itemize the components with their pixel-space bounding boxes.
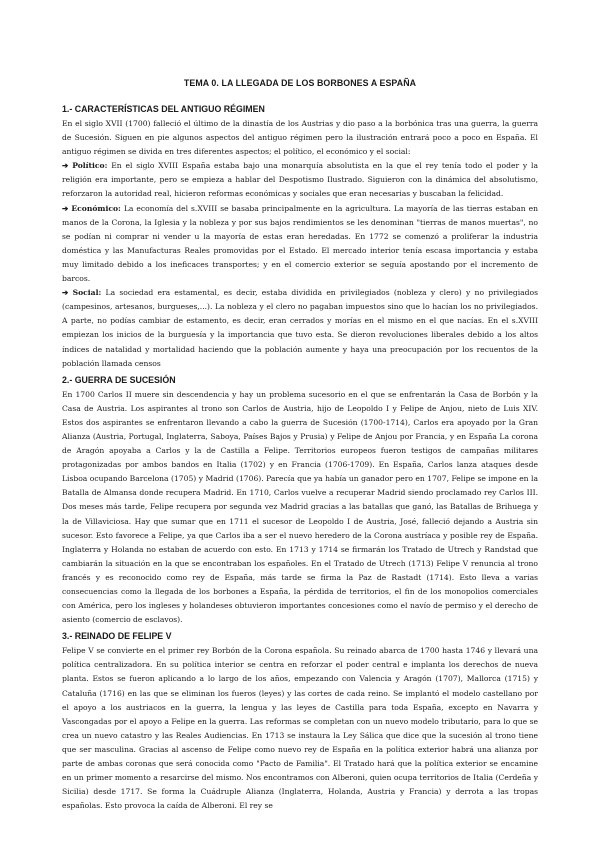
bullet-text-politico: En el siglo XVIII España estaba bajo una monarquía absolutista en la que el rey tenía todo el poder y la religión era importante, pero se empieza a hablar del Despotismo Ilustrado. Siguieron con la dinámica del absolutismo, reforzaron la autoridad real, hicieron reformas económicas y sociales que eran necesarias y buscaban la felicidad. xyxy=(62,161,538,199)
section-heading-reinado-felipe-v: 3.- REINADO DE FELIPE V xyxy=(62,631,172,642)
section-intro-paragraph: En el siglo XVII (1700) falleció el último de la dinastía de los Austrias y dio paso a la borbónica tras una guerra, la guerra de Sucesión. Siguen en pie algunos aspectos del antiguo régimen pero la ilustración entrará poco a poco en España. El antiguo régimen se divida en tres diferentes aspectos; el político, el económico y el social: xyxy=(62,119,538,157)
section-body-guerra-sucesion: En 1700 Carlos II muere sin descendencia y hay un problema sucesorio en el que se enfrentarán la Casa de Borbón y la Casa de Austria. Los aspirantes al trono son Carlos de Austria, hijo de Leopoldo I y Felipe de Anjou, nieto de Luis XIV. Estos dos aspirantes se enfrentaron llevando a cabo la guerra de Sucesión (1700-1714), Carlos era apoyado por la Gran Alianza (Austria, Portugal, Inglaterra, Saboya, Países Bajos y Prusia) y Felipe de Anjou por Francia, y en España La corona de Aragón apoyaba a Carlos y la de Castilla a Felipe. Territorios europeos fueron testigos de campañas militares protagonizadas por ambos bandos en Italia (1702) y en Francia (1706-1709). En España, Carlos lanza ataques desde Lisboa ocupando Barcelona (1705) y Madrid (1706). Parecía que ya había un ganador pero en 1707, Felipe se impone en la Batalla de Almansa donde recupera Madrid. En 1710, Carlos vuelve a recuperar Madrid siendo proclamado rey Carlos III. Dos meses más tarde, Felipe recupera por segunda vez Madrid gracias a las batallas que ganó, las Batallas de Brihuega y la de Villaviciosa. Hay que sumar que en 1711 el sucesor de Leopoldo I de Austria, José, falleció dejando a Austria sin sucesor. Esto favorece a Felipe, ya que Carlos iba a ser el nuevo heredero de la Corona austríaca y posible rey de España. Inglaterra y Holanda no estaban de acuerdo con esto. En 1713 y 1714 se firmarán los Tratado de Utrech y Randstad que cambiarán la situación en la que se encontraban los españoles. En el Tratado de Utrech (1713) Felipe V renuncia al trono francés y es reconocido como rey de España, más tarde se firma la Paz de Rastadt (1714). Esto lleva a varias consecuencias como la llegada de los borbones a España, la pérdida de territorios, el fin de los monopolios comerciales con América, pero los ingleses y holandeses obtuvieron importantes concesiones como el navío de permiso y el derecho de asiento (comercio de esclavos). xyxy=(62,389,538,625)
section-heading-caracteristicas: 1.- CARACTERÍSTICAS DEL ANTIGUO RÉGIMEN xyxy=(62,104,265,114)
bullet-politico xyxy=(62,159,538,201)
bullet-label-economico: Económico: xyxy=(71,203,121,213)
arrow-icon: ➔ xyxy=(62,161,69,171)
arrow-icon: ➔ xyxy=(62,288,69,298)
section-body-reinado-felipe-v: Felipe V se convierte en el primer rey Borbón de la Corona española. Su reinado abarca de 1700 hasta 1746 y llevará una política centralizadora. En su política interior se centra en reforzar el poder central e implanta los derechos de nueva planta. Estos se fueron aplicando a lo largo de los años, empezando con Valencia y Aragón (1707), Mallorca (1715) y Cataluña (1716) en las que se eliminan los fueros (leyes) y las cortes de cada reino. Se implantó el modelo castellano por el apoyo a los austriacos en la guerra, la lengua y las leyes de Castilla para toda España, excepto en Navarra y Vascongadas por el apoyo a Felipe en la guerra. Las reformas se completan con un nuevo modelo tributario, para lo que se crea un nuevo catastro y las Reales Audiencias. En 1713 se instaura la Ley Sálica que dice que la sucesión al trono tiene que ser masculina. Gracias al ascenso de Felipe como nuevo rey de España en la política exterior habrá una alianza por parte de ambas coronas que será conocida como "Pacto de Familia". El Tratado hará que la política exterior se encamine en un primer momento a resarcirse del mismo. Nos encontramos con Alberoni, quien ocupa territorios de Italia (Cerdeña y Sicilia) desde 1717. Se forma la Cuádruple Alianza (Inglaterra, Holanda, Austria y Francia) y derrota a las tropas españolas. Esto provoca la caída de Alberoni. El rey se xyxy=(62,646,538,811)
bullet-economico xyxy=(62,202,538,287)
bullet-text-social: La sociedad era estamental, es decir, estaba dividida en privilegiados (nobleza y clero) y no privilegiados (campesinos, artesanos, burgueses,...). La nobleza y el clero no pagaban impuestos sino que lo hacían los no privilegiados. A parte, no podías cambiar de estamento, es decir, eran cerrados y morías en el mismo en el que nacías. En el s.XVIII empiezan los inicios de la burguesía y la importancia que tuvo esta. Se dieron revoluciones liberales debido a los altos índices de natalidad y mortalidad haciendo que la población aumente y haya una preocupación por los recuentos de la población llamada censos xyxy=(62,288,538,368)
bullet-social xyxy=(62,286,538,371)
bullet-label-politico: Político: xyxy=(72,161,108,171)
arrow-icon: ➔ xyxy=(62,203,69,213)
section-heading-guerra-sucesion: 2.- GUERRA DE SUCESIÓN xyxy=(62,374,176,385)
bullet-label-social: Social: xyxy=(72,288,102,298)
document-title: TEMA 0. LA LLEGADA DE LOS BORBONES A ESPAÑA xyxy=(183,78,417,88)
bullet-text-economico: La economía del s.XVIII se basaba principalmente en la agricultura. La mayoría de las tierras estaban en manos de la Corona, la Iglesia y la nobleza y por sus bajos rendimientos se les denominan "tierras de manos muertas", no se podían ni comprar ni vender u la mayoría de estas eran heredadas. En 1772 se comenzó a proliferar la industria doméstica y las Manufacturas Reales promovidas por el Estado. El mercado interior tenía escasa importancia y estaba muy limitado debido a los ineficaces transportes; y en el comercio exterior se seguía apostando por el incremento de barcos. xyxy=(62,203,538,284)
